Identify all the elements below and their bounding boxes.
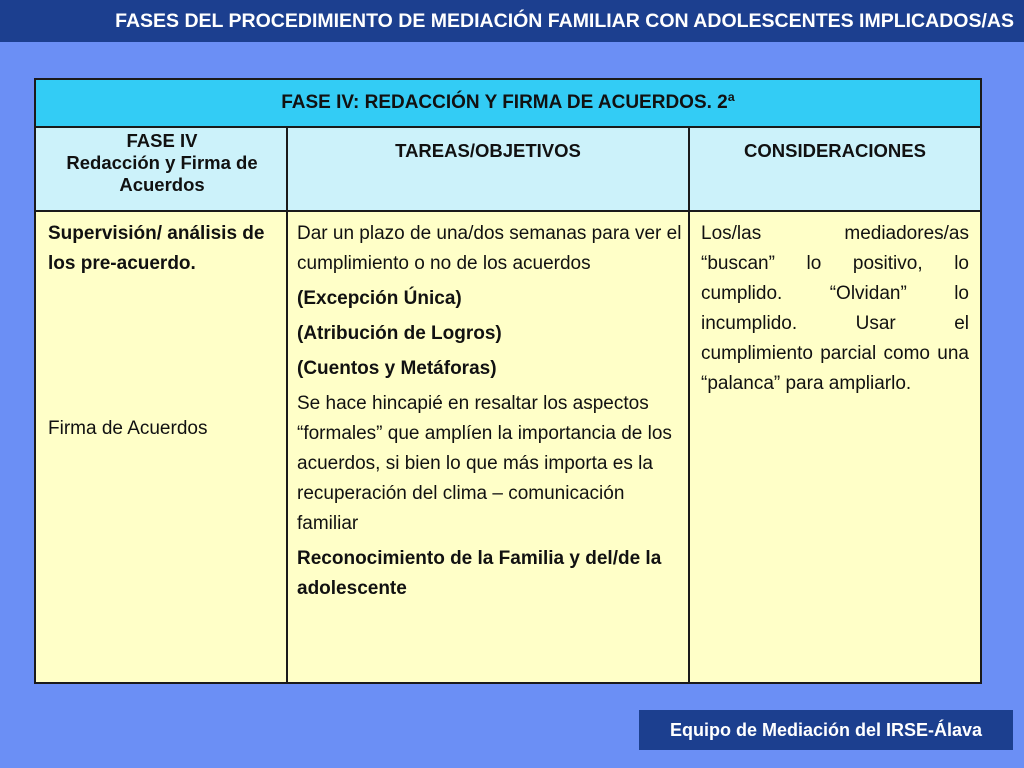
column-divider-1	[286, 128, 288, 682]
footer-label: Equipo de Mediación del IRSE-Álava	[639, 710, 1013, 750]
task-stories-metaphors: (Cuentos y Metáforas)	[297, 358, 497, 379]
phase-step-signing: Firma de Acuerdos	[48, 418, 208, 439]
task-achievement-attribution: (Atribución de Logros)	[297, 323, 502, 344]
task-deadline: Dar un plazo de una/dos semanas para ver el cumplimiento o no de los acuerdos	[297, 223, 682, 274]
task-formal-aspects: Se hace hincapié en resaltar los aspectos “formales” que amplíen la importancia de los acuerdos, si bien lo que más importa es la recuperación del clima – comunicación familiar	[297, 393, 672, 534]
phase-step-supervision: Supervisión/ análisis de los pre-acuerdo.	[48, 223, 265, 274]
header-phase-subtitle: Redacción y Firma de Acuerdos	[66, 152, 258, 195]
phase-table	[34, 78, 982, 684]
table-title: FASE IV: REDACCIÓN Y FIRMA DE ACUERDOS. 2ª	[36, 80, 980, 128]
header-phase	[42, 130, 282, 196]
header-tasks: TAREAS/OBJETIVOS	[395, 140, 581, 161]
table-header-row	[36, 128, 980, 212]
tasks-column	[297, 219, 683, 609]
task-unique-exception: (Excepción Única)	[297, 288, 462, 309]
header-bar	[0, 0, 1024, 42]
page-title: FASES DEL PROCEDIMIENTO DE MEDIACIÓN FAMILIAR CON ADOLESCENTES IMPLICADOS/AS	[115, 10, 1014, 32]
column-divider-2	[688, 128, 690, 682]
task-family-recognition: Reconocimiento de la Familia y del/de la adolescente	[297, 548, 662, 599]
considerations-text: Los/las mediadores/as “buscan” lo positivo, lo cumplido. “Olvidan” lo incumplido. Usar el cumplimiento parcial como una “palanca” para ampliarlo.	[701, 223, 969, 394]
header-phase-title: FASE IV	[126, 130, 198, 151]
header-considerations: CONSIDERACIONES	[744, 140, 926, 161]
